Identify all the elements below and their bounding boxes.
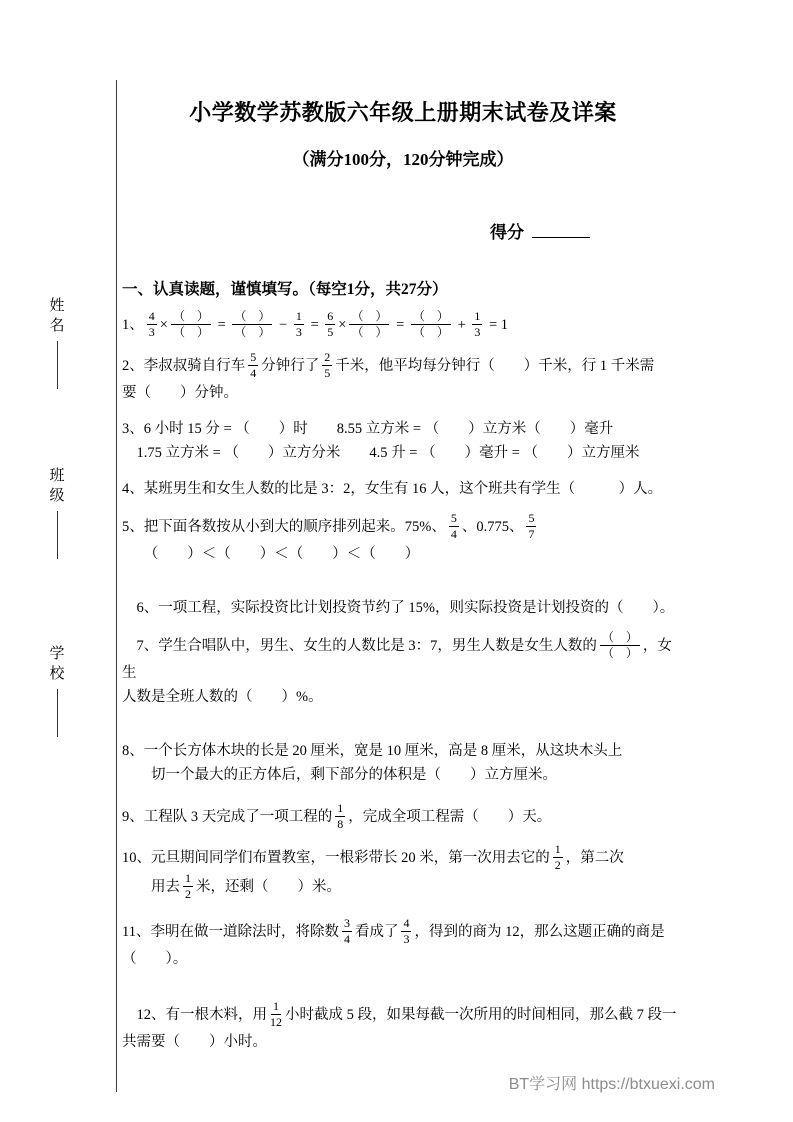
question-line: 要（ ）分钟。 [122,385,238,401]
question [122,1001,684,1054]
label-char: 班 [49,468,65,484]
write-blank-line [57,689,58,737]
question-line: 人数是全班人数的（ ）%。 [122,689,323,705]
question-line: 6、一项工程，实际投资比计划投资节约了 15%，则实际投资是计划投资的（ ）。 [122,600,675,616]
fraction: $\frac{( )}{( )}$ [351,309,388,339]
question-line: 4、某班男生和女生人数的比是 3：2，女生有 16 人，这个班共有学生（ ）人。 [122,481,663,497]
question-line: 11、李明在做一道除法时，将除数 $\frac{3}{4}$ 看成了 $\frac{4}{3}$ ，得到的商为 12，那么这题正确的商是 [122,916,665,946]
label-char: 校 [49,666,65,682]
question-line: 用去 $\frac{1}{2}$ 米，还剩（ ）米。 [122,871,341,901]
question-line: 9、工程队 3 天完成了一项工程的 $\frac{1}{8}$ ，完成全项工程需（ ）天。 [122,801,552,831]
question-line: 12、有一根木料，用 $\frac{1}{12}$ 小时截成 5 段，如果每截一次所用的时间相同，那么截 7 段一 [122,999,677,1029]
question [122,596,684,620]
question-line: 2、李叔叔骑自行车 $\frac{5}{4}$ 分钟行了 $\frac{2}{5}$ 千米，他平均每分钟行（ ）千米，行 1 千米需 [122,350,655,380]
label-char: 学 [49,646,65,662]
question [122,632,684,709]
fraction: $\frac{( )}{( )}$ [601,630,638,660]
fraction: $\frac{( )}{( )}$ [172,309,209,339]
fraction: $\frac{5}{4}$ [250,350,257,380]
label-char: 名 [49,318,65,334]
label-char: 姓 [49,298,65,314]
fraction: $\frac{1}{2}$ [554,842,561,872]
exam-content [122,0,684,1054]
question-line: 切一个最大的正方体后，剩下部分的体积是（ ）立方厘米。 [122,767,557,783]
fraction: $\frac{1}{3}$ [295,309,302,339]
fraction: $\frac{1}{2}$ [185,871,191,901]
question [122,311,684,340]
question-line: （ ）＜（ ）＜（ ）＜（ ） [122,546,420,562]
fraction: $\frac{1}{8}$ [337,801,344,831]
question [122,803,684,832]
question [122,477,684,501]
question [122,739,684,787]
question-line: 10、元旦期间同学们布置教室，一根彩带长 20 米，第一次用去它的 $\frac{1}{2}$ ，第二次 [122,842,624,872]
question-line: 8、一个长方体木块的长是 20 厘米，宽是 10 厘米，高是 8 厘米，从这块木头上 [122,743,623,759]
section-one-heading: 一、认真读题，谨慎填写。（每空1分，共27分） [122,281,448,298]
write-blank-line [57,341,58,389]
question [122,844,684,902]
question-line: 5、把下面各数按从小到大的顺序排列起来。75%、 $\frac{5}{4}$ 、0.775、 $\frac{5}{7}$ [122,511,535,541]
question [122,417,684,465]
question [122,918,684,971]
fraction: $\frac{4}{3}$ [148,309,155,339]
fraction: $\frac{3}{4}$ [343,916,350,946]
question-line: 共需要（ ）小时。 [122,1034,267,1050]
score-blank-line [532,223,590,238]
fraction: $\frac{( )}{( )}$ [412,309,449,339]
question-line: 3、6 小时 15 分 = （ ）时 8.55 立方米 = （ ）立方米（ ）毫升 [122,421,614,437]
fraction: $\frac{5}{7}$ [528,511,535,541]
question-line: 7、学生合唱队中，男生、女生的人数比是 3：7，男生人数是女生人数的 $\frac{( )}{( )}$ ，女生 [122,630,672,681]
question [122,352,684,405]
write-blank-line [57,511,58,559]
seal-line [116,80,117,1092]
footer-credit: BT学习网 https://btxuexi.com [508,1076,715,1093]
fraction: $\frac{6}{5}$ [327,309,334,339]
page-title: 小学数学苏教版六年级上册期末试卷及详案 [189,100,617,125]
question-line: 1、 $\frac{4}{3}$ × $\frac{( )}{( )}$ = $\frac{( )}{( )}$ − $\frac{1}{3}$ = $\frac{6}{5}$ × $\frac{( )}{( )}$ = $\frac{( )}{( )}$ + $\frac{1}{3}$ = 1 [122,309,509,339]
fraction: $\frac{( )}{( )}$ [234,309,271,339]
fraction: $\frac{1}{12}$ [270,999,282,1029]
question-line: （ ）。 [122,951,188,967]
fraction: $\frac{4}{3}$ [403,916,410,946]
student-info-label [40,296,74,389]
question-line: 1.75 立方米 = （ ）立方分米 4.5 升 = （ ）毫升 = （ ）立方厘米 [122,445,640,461]
exam-subtitle: （满分100分，120分钟完成） [292,150,514,169]
student-info-label [40,644,74,737]
fraction: $\frac{2}{5}$ [324,350,331,380]
question [122,513,684,566]
fraction: $\frac{1}{3}$ [474,309,481,339]
fraction: $\frac{5}{4}$ [450,511,457,541]
questions-list [122,311,684,1054]
score-row [122,218,684,243]
student-info-sidebar [40,0,74,1122]
score-label: 得分 [490,223,524,242]
label-char: 级 [49,488,65,504]
student-info-label [40,466,74,559]
